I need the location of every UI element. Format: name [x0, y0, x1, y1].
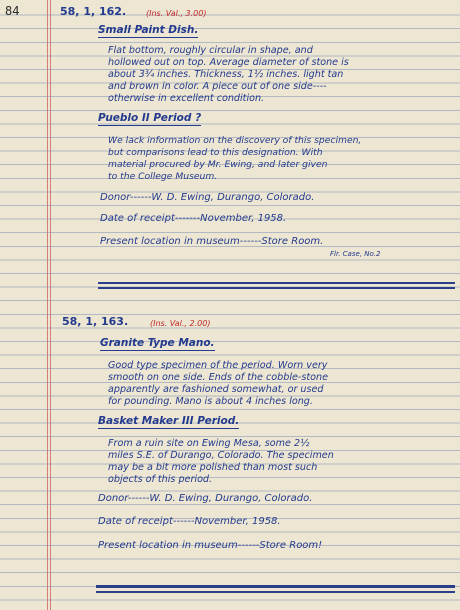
entry2-value-note: (Ins. Val., 2.00)	[150, 319, 211, 328]
entry2-desc-line: for pounding. Mano is about 4 inches long.	[108, 396, 313, 407]
entry1-period-heading: Pueblo II Period ?	[98, 112, 202, 124]
entry2-period-line: miles S.E. of Durango, Colorado. The specimen	[108, 450, 334, 461]
page-number: 84	[5, 4, 20, 18]
entry2-title: Granite Type Mano.	[100, 337, 215, 349]
entry1-donor: Donor------W. D. Ewing, Durango, Colorado.	[100, 192, 315, 203]
entry2-period-line: objects of this period.	[108, 474, 213, 485]
entry2-location: Present location in museum------Store Room!	[98, 540, 323, 551]
entry2-donor: Donor------W. D. Ewing, Durango, Colorado.	[98, 493, 313, 504]
entry2-desc-line: apparently are fashioned somewhat, or used	[108, 384, 324, 395]
entry1-location: Present location in museum------Store Room.	[100, 236, 324, 247]
entry1-period-line: We lack information on the discovery of this specimen,	[108, 135, 362, 146]
margin-line-left-2	[50, 0, 51, 610]
entry1-desc-line: about 3¾ inches. Thickness, 1½ inches. light tan	[108, 69, 344, 80]
entry2-period-line: From a ruin site on Ewing Mesa, some 2½	[108, 438, 310, 449]
entry2-desc-line: Good type specimen of the period. Worn very	[108, 360, 328, 371]
entry2-receipt: Date of receipt------November, 1958.	[98, 516, 281, 527]
entry2-period-heading: Basket Maker III Period.	[98, 415, 240, 427]
entry1-period-line: material procured by Mr. Ewing, and later given	[108, 159, 328, 170]
entry2-desc-line: smooth on one side. Ends of the cobble-stone	[108, 372, 328, 383]
entry1-location-note: Flr. Case, No.2	[330, 250, 381, 258]
entry-separator-rule	[96, 585, 455, 588]
entry1-desc-line: otherwise in excellent condition.	[108, 93, 265, 104]
entry-separator-rule	[96, 591, 455, 593]
entry1-title: Small Paint Dish.	[98, 24, 199, 36]
entry-separator-rule	[98, 287, 455, 289]
entry-separator-rule	[98, 282, 455, 284]
entry1-value-note: (Ins. Val., 3.00)	[146, 9, 207, 18]
entry2-catalog-number: 58, 1, 163.	[62, 315, 129, 328]
entry1-desc-line: hollowed out on top. Average diameter of stone is	[108, 57, 349, 68]
entry1-desc-line: and brown in color. A piece out of one side----	[108, 81, 327, 92]
entry1-period-line: to the College Museum.	[108, 171, 218, 182]
entry1-catalog-number: 58, 1, 162.	[60, 5, 127, 18]
entry1-period-line: but comparisons lead to this designation. With	[108, 147, 323, 158]
margin-line-left	[47, 0, 48, 610]
entry2-period-line: may be a bit more polished than most such	[108, 462, 318, 473]
entry1-desc-line: Flat bottom, roughly circular in shape, and	[108, 45, 313, 56]
entry1-receipt: Date of receipt-------November, 1958.	[100, 213, 287, 224]
